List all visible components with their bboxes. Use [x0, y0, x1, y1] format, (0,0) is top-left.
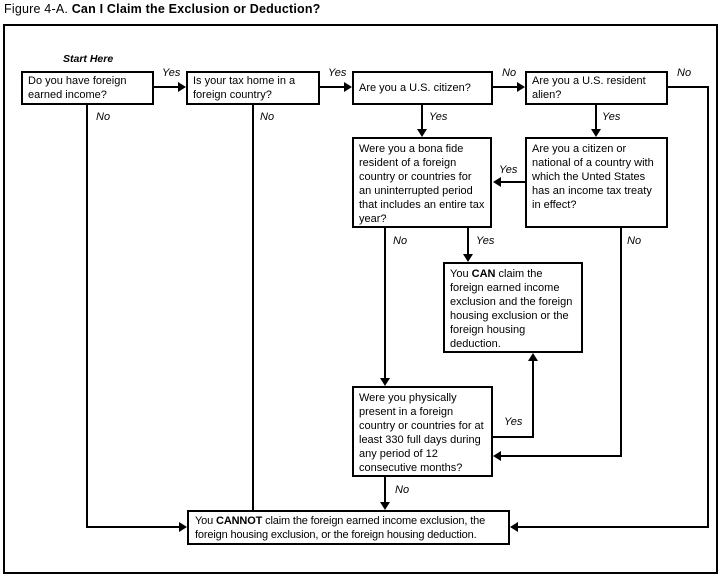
connector-taxhome-to-citizen [320, 86, 346, 88]
arrowhead-physical-no [380, 502, 390, 510]
connector-citizen-to-alien [493, 86, 519, 88]
node-physical-presence [352, 386, 493, 477]
edge-label-no-income: No [96, 111, 111, 123]
edge-label-yes-alien: Yes [602, 111, 621, 123]
arrowhead-treaty-no [493, 451, 501, 461]
arrowhead-income-no [179, 522, 187, 532]
connector-physical-yes-horizontal [493, 436, 534, 438]
edge-label-no-alien: No [677, 67, 692, 79]
connector-alien-no-top [668, 86, 709, 88]
connector-income-to-taxhome [154, 86, 180, 88]
connector-treaty-no-vertical [620, 228, 622, 457]
connector-alien-no-vertical [707, 86, 709, 528]
node-tax-home-text: Is your tax home in a foreign country? [193, 75, 296, 101]
node-foreign-income-text: Do you have foreign earned income? [28, 75, 127, 101]
node-bona-fide-text: Were you a bona fide resident of a foreign country or countries for an uninterrupted period that includes an entire tax year? [359, 143, 485, 225]
node-resident-alien-text: Are you a U.S. resident alien? [532, 75, 646, 101]
cannot-claim-line2: foreign housing exclusion, or the foreign housing deduction. [195, 529, 477, 541]
cannot-claim-prefix: You [195, 515, 217, 527]
cannot-claim-line1 [195, 514, 508, 528]
node-can-claim [443, 262, 583, 353]
connector-alien-yes [595, 105, 597, 131]
connector-taxhome-no [252, 105, 254, 510]
arrowhead-taxhome-to-citizen [344, 82, 352, 92]
arrowhead-bonafide-no [380, 378, 390, 386]
edge-label-yes-income: Yes [162, 67, 181, 79]
node-physical-presence-text: Were you physically present in a foreign country or countries for at least 330 full days during any period of 12 consecutive months? [359, 392, 484, 474]
edge-label-no-treaty: No [627, 235, 642, 247]
arrowhead-alien-no [510, 522, 518, 532]
edge-label-no-citizen: No [502, 67, 517, 79]
node-cannot-claim [187, 510, 510, 545]
connector-alien-no-bottom [516, 526, 709, 528]
can-claim-prefix: You [450, 268, 472, 280]
arrowhead-income-to-taxhome [178, 82, 186, 92]
can-claim-emphasis: CAN [471, 268, 496, 280]
edge-label-no-taxhome: No [260, 111, 275, 123]
can-claim-suffix: claim the foreign earned income exclusion and the foreign housing exclusion or the foreign housing deduction. [450, 268, 573, 350]
node-us-citizen [352, 71, 493, 105]
connector-treaty-no-horizontal [499, 455, 622, 457]
connector-bonafide-yes [467, 228, 469, 255]
edge-label-no-physical: No [395, 484, 410, 496]
connector-physical-yes-vertical [532, 359, 534, 438]
edge-label-yes-citizen: Yes [429, 111, 448, 123]
connector-physical-no [384, 477, 386, 504]
node-tax-home [186, 71, 320, 105]
connector-citizen-yes [421, 105, 423, 131]
cannot-claim-emphasis: CANNOT [216, 515, 263, 527]
edge-label-yes-treaty: Yes [499, 164, 518, 176]
figure-title [4, 2, 321, 16]
arrowhead-physical-yes [528, 353, 538, 361]
edge-label-no-bonafide: No [393, 235, 408, 247]
node-tax-treaty-text: Are you a citizen or national of a country with which the Unted States has an income tax treaty in effect? [532, 143, 654, 211]
figure-number-label: Figure 4-A. [4, 2, 72, 16]
connector-income-no-vertical [86, 105, 88, 528]
edge-label-yes-taxhome: Yes [328, 67, 347, 79]
connector-treaty-yes [500, 181, 525, 183]
node-tax-treaty [525, 137, 668, 228]
node-bona-fide-resident [352, 137, 492, 228]
diagram-border [3, 24, 718, 574]
start-here-label: Start Here [63, 53, 114, 65]
connector-income-no-horizontal [86, 526, 181, 528]
arrowhead-alien-yes [591, 129, 601, 137]
node-us-citizen-text: Are you a U.S. citizen? [359, 82, 471, 94]
node-resident-alien [525, 71, 668, 105]
connector-bonafide-no [384, 228, 386, 379]
edge-label-yes-bonafide: Yes [476, 235, 495, 247]
cannot-claim-rest: claim the foreign earned income exclusion, the [262, 515, 486, 527]
arrowhead-treaty-yes [493, 177, 501, 187]
figure-title-main: Can I Claim the Exclusion or Deduction? [71, 2, 321, 16]
edge-label-yes-physical: Yes [504, 416, 523, 428]
arrowhead-citizen-to-alien [517, 82, 525, 92]
node-foreign-income [21, 71, 154, 105]
arrowhead-citizen-yes [417, 129, 427, 137]
arrowhead-bonafide-yes [463, 254, 473, 262]
